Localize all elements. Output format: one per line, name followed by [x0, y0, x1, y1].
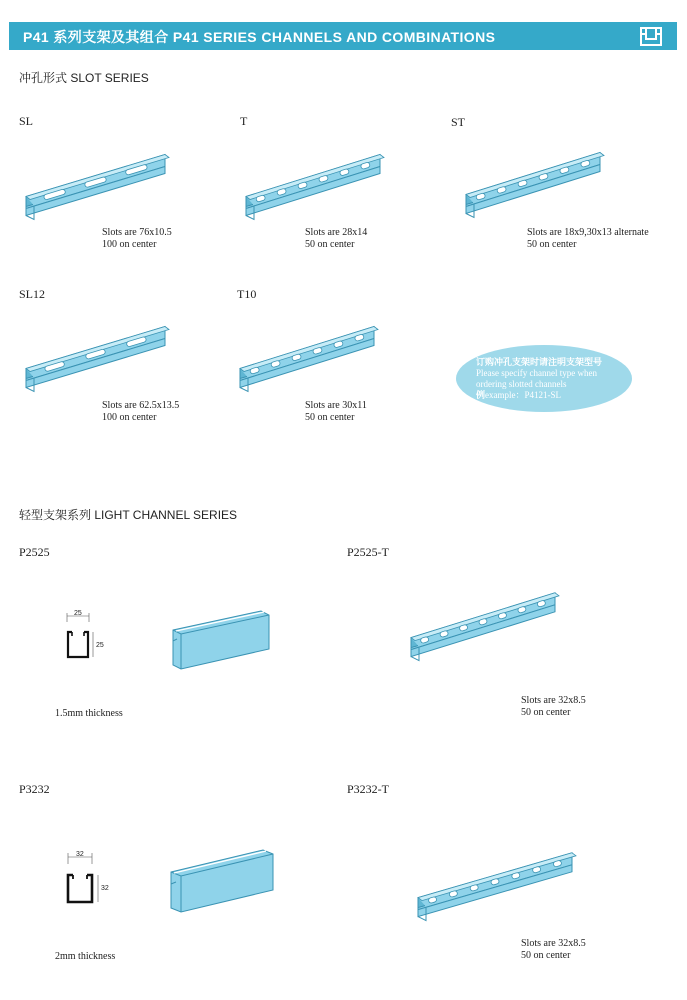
- p3232-dim-w: 32: [76, 851, 84, 858]
- model-t: T: [240, 114, 248, 128]
- p2525-dim-w: 25: [74, 610, 82, 617]
- channel-st-image: [460, 148, 610, 223]
- slot-series-title: 冲孔形式 SLOT SERIES: [19, 71, 149, 85]
- note-sl: [102, 227, 172, 251]
- note-sl12-line1: Slots are 62.5x13.5: [102, 400, 180, 411]
- model-p2525-t: P2525-T: [347, 545, 389, 559]
- model-t10: T10: [237, 287, 257, 301]
- order-note-line3: ordering slotted channels: [476, 379, 567, 389]
- channel-t10-image: [234, 322, 384, 397]
- note-t10: [305, 400, 367, 424]
- light-series-title: 轻型支架系列 LIGHT CHANNEL SERIES: [19, 508, 238, 522]
- channel-t-image: [240, 150, 390, 225]
- channel-p3232-t-image: [412, 848, 582, 928]
- order-note-example: example：P4121-SL: [485, 390, 562, 400]
- channel-p2525-t-image: [405, 588, 565, 668]
- channel-sl12-image: [20, 322, 175, 397]
- p3232-channel-image: [163, 842, 278, 912]
- note-p3232-t: [521, 938, 586, 962]
- order-note-cn: 订购冲孔支架时请注明支架型号: [476, 357, 603, 367]
- p3232-section-drawing: [62, 850, 122, 910]
- note-st-line2: 50 on center: [527, 239, 577, 250]
- note-t-line2: 50 on center: [305, 239, 355, 250]
- p3232-thickness: 2mm thickness: [55, 951, 116, 962]
- model-st: ST: [451, 115, 466, 129]
- model-p3232-t: P3232-T: [347, 782, 389, 796]
- note-p2525-t: [521, 695, 586, 719]
- note-p3232-t-line2: 50 on center: [521, 950, 571, 961]
- note-t-line1: Slots are 28x14: [305, 227, 368, 238]
- note-p3232-t-line1: Slots are 32x8.5: [521, 938, 586, 949]
- note-sl-line1: Slots are 76x10.5: [102, 227, 172, 238]
- order-note-bubble: [456, 345, 632, 412]
- p2525-thickness: 1.5mm thickness: [55, 708, 123, 719]
- note-st-line1: Slots are 18x9,30x13 alternate: [527, 227, 649, 238]
- p2525-section-drawing: [60, 610, 120, 665]
- model-sl: SL: [19, 114, 34, 128]
- p3232-dim-h: 32: [101, 885, 109, 892]
- note-p2525-t-line1: Slots are 32x8.5: [521, 695, 586, 706]
- model-p3232: P3232: [19, 782, 50, 796]
- note-sl12-line2: 100 on center: [102, 412, 157, 423]
- model-p2525: P2525: [19, 545, 50, 559]
- channel-logo-icon: [639, 25, 663, 47]
- header-bar: [9, 22, 677, 50]
- note-t: [305, 227, 367, 251]
- order-note-line2: Please specify channel type when: [476, 368, 597, 378]
- note-t10-line2: 50 on center: [305, 412, 355, 423]
- model-sl12: SL12: [19, 287, 46, 301]
- note-sl12: [102, 400, 179, 424]
- note-t10-line1: Slots are 30x11: [305, 400, 367, 411]
- note-st: [527, 227, 649, 251]
- order-note-prefix: 例: [476, 390, 486, 400]
- channel-sl-image: [20, 150, 175, 225]
- p2525-channel-image: [165, 605, 275, 665]
- p2525-dim-h: 25: [96, 642, 104, 649]
- page-title: P41 系列支架及其组合 P41 SERIES CHANNELS AND COMBINATIONS: [23, 29, 496, 45]
- note-sl-line2: 100 on center: [102, 239, 157, 250]
- note-p2525-t-line2: 50 on center: [521, 707, 571, 718]
